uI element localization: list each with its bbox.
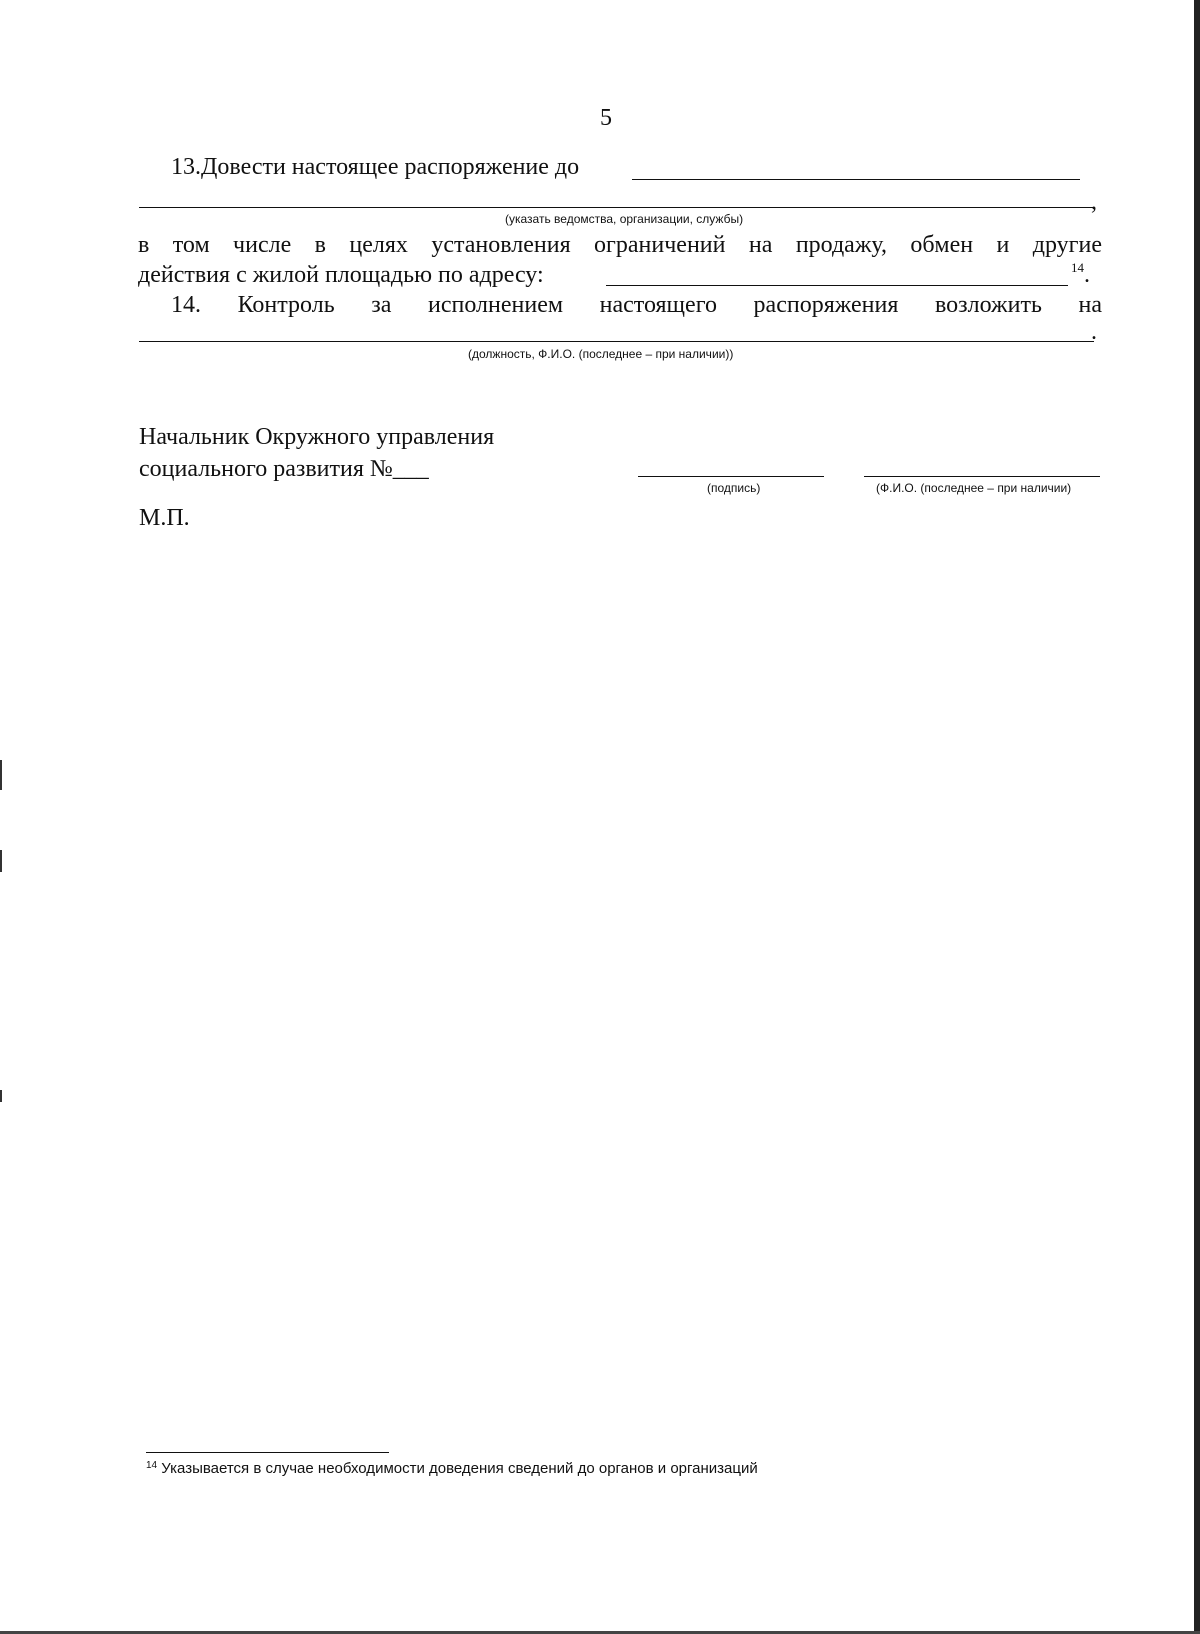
item14-word: возложить <box>935 292 1042 318</box>
footnote-separator <box>146 1452 389 1453</box>
signatory-title-line1: Начальник Окружного управления <box>139 424 495 450</box>
item13-footnote-ref-wrap <box>1071 261 1090 292</box>
name-caption: (Ф.И.О. (последнее – при наличии) <box>876 481 1072 495</box>
footnote-marker: 14 <box>146 1460 158 1471</box>
item13-comma: , <box>1091 189 1097 215</box>
item13-caption: (указать ведомства, организации, службы) <box>505 212 744 226</box>
item14-caption: (должность, Ф.И.О. (последнее – при наличии)) <box>468 347 734 361</box>
signature-line <box>638 476 824 477</box>
stamp-place: М.П. <box>139 505 190 531</box>
item14-word: Контроль <box>237 292 335 318</box>
item14-word: исполнением <box>428 292 564 318</box>
item14-word: распоряжения <box>753 292 899 318</box>
item13-text: 13.Довести настоящее распоряжение до <box>171 154 580 180</box>
item13-line2: в том числе в целях установления ограничений на продажу, обмен и другие <box>138 232 1102 258</box>
item13-line3: действия с жилой площадью по адресу: <box>138 262 544 288</box>
footnote-text: Указывается в случае необходимости доведения сведений до органов и организаций <box>157 1460 758 1477</box>
scan-mark <box>0 850 2 872</box>
scan-mark <box>0 1090 2 1102</box>
name-line <box>864 476 1100 477</box>
item14-line <box>171 291 1102 319</box>
footnote-ref: 14 <box>1071 260 1084 275</box>
item13-blank-line-2 <box>139 207 1094 208</box>
scan-edge-right <box>1194 0 1200 1634</box>
signatory-title-line2: социального развития №___ <box>139 456 429 482</box>
item14-number: 14. <box>171 292 201 318</box>
item14-word: за <box>371 292 392 318</box>
footnote <box>146 1460 758 1477</box>
page-number: 5 <box>600 105 612 131</box>
item13-blank-line <box>632 179 1080 180</box>
item13-period: . <box>1084 262 1090 288</box>
item14-word: на <box>1078 292 1102 318</box>
item14-word: настоящего <box>599 292 717 318</box>
signature-caption: (подпись) <box>707 481 761 495</box>
item14-period: . <box>1091 319 1097 345</box>
item13-address-line <box>606 285 1068 286</box>
scan-mark <box>0 760 2 790</box>
item14-blank-line <box>139 341 1094 342</box>
